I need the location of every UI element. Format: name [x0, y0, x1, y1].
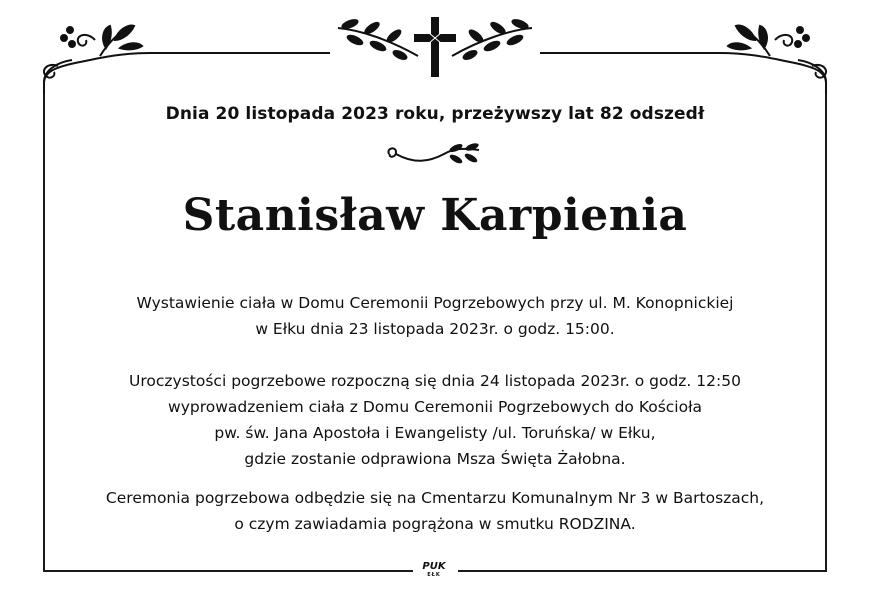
- frame-bottom-right-line: [458, 570, 827, 572]
- deceased-name: Stanisław Karpienia: [182, 190, 688, 241]
- death-announcement-headline: Dnia 20 listopada 2023 roku, przeżywszy lat 82 odszedł: [165, 104, 705, 124]
- cemetery-line: Ceremonia pogrzebowa odbędzie się na Cmentarzu Komunalnym Nr 3 w Bartoszach,: [105, 489, 765, 507]
- viewing-paragraph: [60, 290, 810, 342]
- funeral-paragraph: [60, 368, 810, 472]
- frame-right-border: [825, 92, 827, 572]
- funeral-line: wyprowadzeniem ciała z Domu Ceremonii Pogrzebowych do Kościoła: [168, 398, 702, 416]
- funeral-line: gdzie zostanie odprawiona Msza Święta Żałobna.: [244, 450, 626, 468]
- cross-with-laurel-icon: [338, 17, 532, 77]
- leaf-swirl-divider-icon: [384, 142, 484, 168]
- company-logo: [414, 562, 454, 584]
- top-ornament: [0, 0, 870, 95]
- logo-main-text: PUK: [422, 561, 446, 572]
- frame-left-border: [43, 92, 45, 572]
- funeral-line: Uroczystości pogrzebowe rozpoczną się dnia 24 listopada 2023r. o godz. 12:50: [129, 372, 741, 390]
- floral-corner-left-icon: [44, 26, 150, 94]
- cemetery-paragraph: [60, 485, 810, 537]
- cemetery-line: o czym zawiadamia pogrążona w smutku RODZINA.: [234, 515, 636, 533]
- funeral-line: pw. św. Jana Apostoła i Ewangelisty /ul. Toruńska/ w Ełku,: [214, 424, 656, 442]
- frame-bottom-left-line: [43, 570, 413, 572]
- floral-corner-right-icon: [720, 26, 826, 94]
- logo-sub-text: EŁK: [427, 572, 441, 578]
- viewing-line: Wystawienie ciała w Domu Ceremonii Pogrzebowych przy ul. M. Konopnickiej: [136, 294, 734, 312]
- viewing-line: w Ełku dnia 23 listopada 2023r. o godz. 15:00.: [255, 320, 615, 338]
